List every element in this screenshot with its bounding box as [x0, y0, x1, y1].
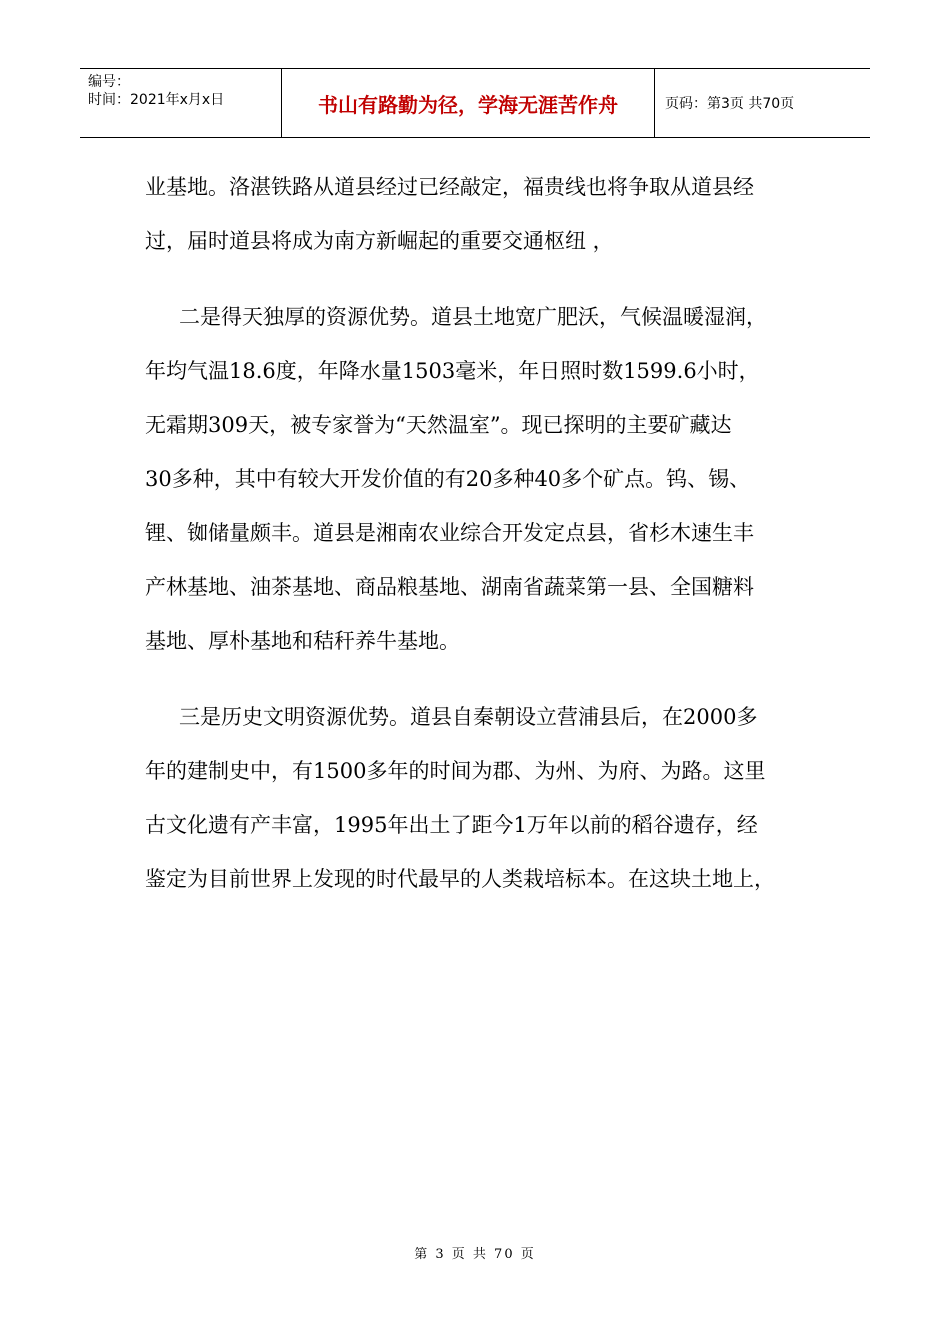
document-time-label: 时间：2021年x月x日 — [88, 92, 225, 108]
text-line: 锂、铷储量颇丰。道县是湘南农业综合开发定点县，省杉木速生丰 — [145, 521, 754, 545]
page-header — [80, 68, 870, 138]
document-body — [145, 160, 805, 906]
text-line: 基地、厚朴基地和秸秆养牛基地。 — [145, 629, 460, 653]
text-line: 年的建制史中，有1500多年的时间为郡、为州、为府、为路。这里 — [145, 759, 766, 783]
paragraph-start-line: 三是历史文明资源优势。道县自秦朝设立营浦县后，在2000多 — [179, 705, 758, 729]
text-line: 鉴定为目前世界上发现的时代最早的人类栽培标本。在这块土地上， — [145, 867, 775, 891]
text-line: 古文化遗有产丰富，1995年出土了距今1万年以前的稻谷遗存，经 — [145, 813, 758, 837]
header-divider-right — [654, 69, 655, 137]
header-meta — [88, 73, 224, 109]
page-footer: 第 3 页 共 70 页 — [414, 1247, 536, 1262]
text-line: 过，届时道县将成为南方新崛起的重要交通枢纽 ， — [145, 229, 614, 253]
header-motto: 书山有路勤为径，学海无涯苦作舟 — [318, 92, 618, 117]
text-line: 业基地。洛湛铁路从道县经过已经敲定，福贵线也将争取从道县经 — [145, 175, 754, 199]
paragraph-start-line: 二是得天独厚的资源优势。道县土地宽广肥沃，气候温暖湿润， — [179, 305, 767, 329]
text-line: 产林基地、油茶基地、商品粮基地、湖南省蔬菜第一县、全国糖料 — [145, 575, 754, 599]
text-line: 30多种，其中有较大开发价值的有20多种40多个矿点。钨、锡、 — [145, 467, 751, 491]
document-number-label: 编号： — [88, 74, 130, 90]
text-line: 年均气温18.6度，年降水量1503毫米，年日照时数1599.6小时， — [145, 359, 760, 383]
text-line: 无霜期309天，被专家誉为“天然温室”。现已探明的主要矿藏达 — [145, 413, 732, 437]
header-page-label: 页码：第3页 共70页 — [665, 96, 795, 112]
